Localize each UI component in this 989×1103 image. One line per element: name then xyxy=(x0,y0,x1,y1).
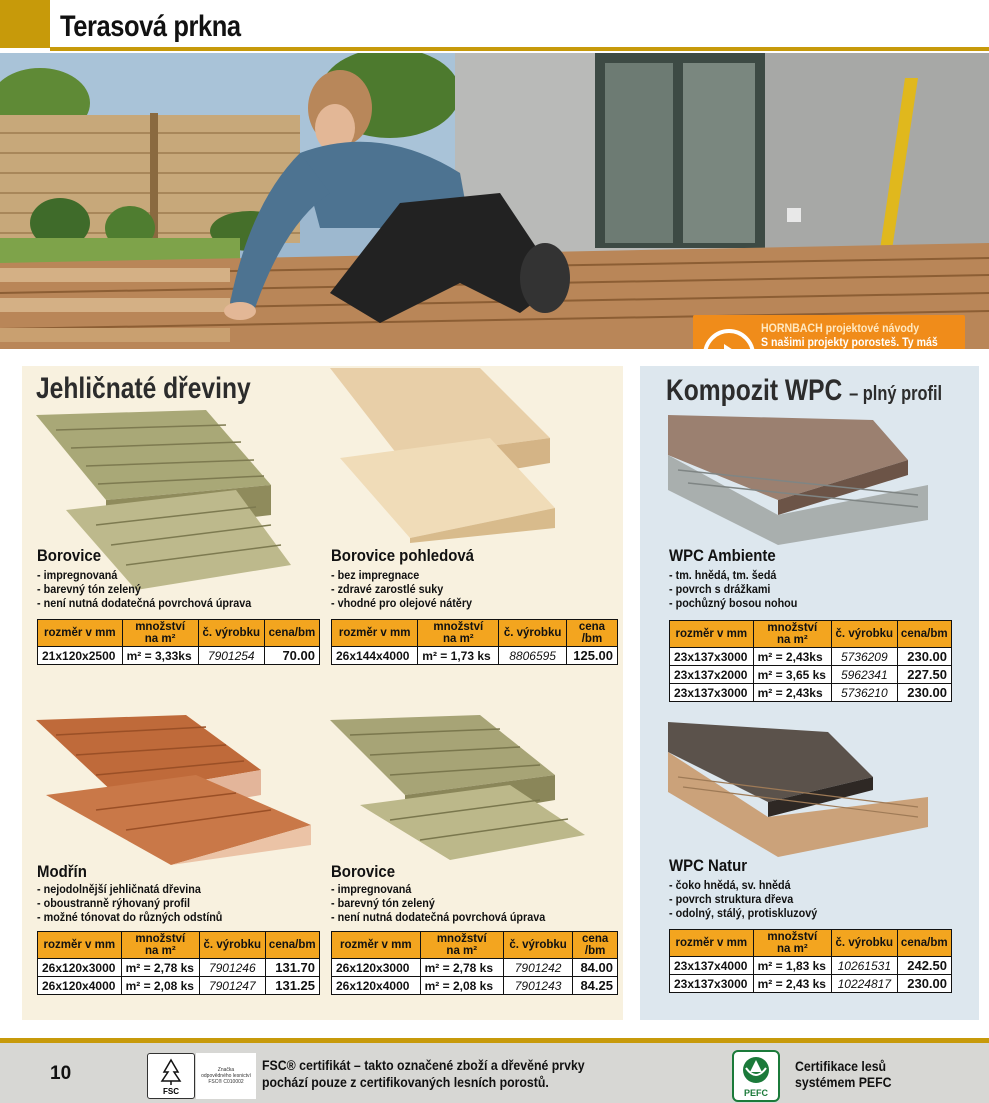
fsc-line-2: pochází pouze z certifikovaných lesních porostů. xyxy=(262,1074,549,1090)
fsc-logo xyxy=(147,1053,195,1099)
product-image-wpc-natur xyxy=(668,722,933,857)
cell-size: 26x120x4000 xyxy=(38,977,122,995)
price-table-wpc-natur xyxy=(669,929,952,993)
col-price: cena/bm xyxy=(897,930,951,957)
price-table-wpc-ambiente xyxy=(669,620,952,702)
cell-price: 70.00 xyxy=(264,647,319,665)
table-row xyxy=(332,959,618,977)
price-table-modrin xyxy=(37,931,320,995)
product-image-modrin xyxy=(36,715,316,865)
col-price: cena/bm xyxy=(264,620,319,647)
product-image-borovice-pohledova xyxy=(330,368,560,543)
product-name-wpc-natur: WPC Natur xyxy=(669,856,748,875)
cell-qty: m² = 2,43ks xyxy=(753,648,831,666)
col-code: č. výrobku xyxy=(832,930,897,957)
cell-qty: m² = 3,33ks xyxy=(122,647,198,665)
feature-item: - zdravé zarostlé suky xyxy=(331,582,444,596)
cell-code: 7901243 xyxy=(503,977,572,995)
fsc-small-line-3: FSC® C010002 xyxy=(208,1079,244,1085)
page-header xyxy=(0,0,989,52)
feature-item: - bez impregnace xyxy=(331,568,420,582)
header-underline xyxy=(50,47,989,51)
feature-item: - nejodolnější jehličnatá dřevina xyxy=(37,882,201,896)
header-accent-bar xyxy=(0,0,50,48)
feature-item: - povrch s drážkami xyxy=(669,582,771,596)
feature-item: - povrch struktura dřeva xyxy=(669,892,794,906)
product-features-borovice-2 xyxy=(331,882,545,924)
feature-item: - oboustranně rýhovaný profil xyxy=(37,896,191,910)
cell-code: 5962341 xyxy=(832,666,897,684)
cell-code: 5736209 xyxy=(832,648,897,666)
cell-size: 26x144x4000 xyxy=(332,647,418,665)
table-row xyxy=(332,647,618,665)
cell-size: 26x120x3000 xyxy=(38,959,122,977)
fsc-logo-label: FSC xyxy=(163,1087,179,1096)
col-size: rozměr v mm xyxy=(670,930,754,957)
price-table-borovice-2 xyxy=(331,931,618,995)
cell-qty: m² = 2,08 ks xyxy=(420,977,503,995)
promo-headline: HORNBACH projektové návody xyxy=(761,323,920,335)
col-code: č. výrobku xyxy=(832,621,897,648)
section-title-wpc-sub: – plný profil xyxy=(849,383,943,405)
table-header-row xyxy=(38,620,320,647)
col-code: č. výrobku xyxy=(503,932,572,959)
cell-price: 227.50 xyxy=(897,666,951,684)
product-features-wpc-natur xyxy=(669,878,817,920)
cell-price: 230.00 xyxy=(897,648,951,666)
cell-price: 131.25 xyxy=(265,977,319,995)
table-header-row xyxy=(332,932,618,959)
col-price: cena /bm xyxy=(566,620,617,647)
fsc-small-line-2: odpovědného lesnictví xyxy=(201,1073,251,1079)
col-qty: množství na m² xyxy=(753,621,831,648)
project-guides-promo[interactable] xyxy=(693,315,965,349)
pefc-line-2: systémem PEFC xyxy=(795,1074,892,1090)
feature-item: - čoko hnědá, sv. hnědá xyxy=(669,878,791,892)
fsc-tree-icon xyxy=(148,1054,194,1098)
table-header-row xyxy=(670,930,952,957)
cell-qty: m² = 2,08 ks xyxy=(121,977,199,995)
section-title-wpc-main: Kompozit WPC xyxy=(666,374,843,407)
cell-price: 230.00 xyxy=(897,975,951,993)
col-size: rozměr v mm xyxy=(332,932,421,959)
table-row xyxy=(38,977,320,995)
product-name-borovice: Borovice xyxy=(37,546,102,565)
table-header-row xyxy=(38,932,320,959)
cell-size: 26x120x4000 xyxy=(332,977,421,995)
cell-price: 84.00 xyxy=(573,959,618,977)
cell-qty: m² = 2,78 ks xyxy=(121,959,199,977)
col-qty: množství na m² xyxy=(420,932,503,959)
col-price: cena/bm xyxy=(265,932,319,959)
fsc-certificate-text xyxy=(262,1057,585,1091)
feature-item: - pochůzný bosou nohou xyxy=(669,596,798,610)
col-size: rozměr v mm xyxy=(332,620,418,647)
price-table-borovice-pohledova xyxy=(331,619,618,665)
cell-code: 7901247 xyxy=(200,977,265,995)
feature-item: - barevný tón zelený xyxy=(331,896,435,910)
table-row xyxy=(670,957,952,975)
table-row xyxy=(38,647,320,665)
cell-price: 242.50 xyxy=(897,957,951,975)
col-qty: množství na m² xyxy=(122,620,198,647)
cell-code: 5736210 xyxy=(832,684,897,702)
product-name-modrin: Modřín xyxy=(37,862,87,881)
cell-qty: m² = 2,43 ks xyxy=(753,975,831,993)
product-features-borovice-pohledova xyxy=(331,568,472,610)
col-qty: množství na m² xyxy=(753,930,831,957)
cell-qty: m² = 2,43ks xyxy=(753,684,831,702)
cell-price: 230.00 xyxy=(897,684,951,702)
cell-size: 23x137x3000 xyxy=(670,684,754,702)
pefc-logo-label: PEFC xyxy=(743,1088,769,1098)
product-name-borovice-pohledova: Borovice pohledová xyxy=(331,546,474,565)
col-code: č. výrobku xyxy=(499,620,567,647)
feature-item: - odolný, stálý, protiskluzový xyxy=(669,906,818,920)
page-number: 10 xyxy=(50,1063,72,1084)
play-icon[interactable] xyxy=(703,329,755,349)
cell-code: 7901254 xyxy=(198,647,264,665)
feature-item: - barevný tón zelený xyxy=(37,582,141,596)
pefc-logo xyxy=(732,1050,780,1102)
cell-size: 23x137x2000 xyxy=(670,666,754,684)
promo-text xyxy=(761,323,945,349)
product-features-borovice xyxy=(37,568,251,610)
cell-code: 10224817 xyxy=(832,975,897,993)
cell-size: 23x137x3000 xyxy=(670,648,754,666)
product-features-wpc-ambiente xyxy=(669,568,797,610)
fsc-license-box xyxy=(196,1053,256,1099)
col-qty: množství na m² xyxy=(121,932,199,959)
price-table-borovice xyxy=(37,619,320,665)
feature-item: - tm. hnědá, tm. šedá xyxy=(669,568,777,582)
table-header-row xyxy=(332,620,618,647)
feature-item: - impregnovaná xyxy=(37,568,118,582)
table-row xyxy=(670,648,952,666)
footer-accent-stripe xyxy=(0,1038,989,1043)
page-title: Terasová prkna xyxy=(60,10,241,43)
cell-size: 21x120x2500 xyxy=(38,647,123,665)
table-row xyxy=(670,975,952,993)
cell-qty: m² = 1,73 ks xyxy=(418,647,499,665)
feature-item: - impregnovaná xyxy=(331,882,412,896)
hero-photo xyxy=(0,53,989,349)
cell-size: 23x137x4000 xyxy=(670,957,754,975)
pefc-tree-icon xyxy=(734,1052,778,1100)
cell-qty: m² = 1,83 ks xyxy=(753,957,831,975)
cell-size: 26x120x3000 xyxy=(332,959,421,977)
feature-item: - možné tónovat do různých odstínů xyxy=(37,910,223,924)
product-name-borovice-2: Borovice xyxy=(331,862,396,881)
cell-price: 131.70 xyxy=(265,959,319,977)
cell-code: 8806595 xyxy=(499,647,567,665)
table-row xyxy=(332,977,618,995)
table-header-row xyxy=(670,621,952,648)
cell-code: 7901242 xyxy=(503,959,572,977)
fsc-line-1: FSC® certifikát – takto označené zboží a dřevěné prvky xyxy=(262,1057,585,1073)
col-size: rozměr v mm xyxy=(38,620,123,647)
col-qty: množství na m² xyxy=(418,620,499,647)
section-title-softwood: Jehličnaté dřeviny xyxy=(36,372,251,405)
cell-code: 7901246 xyxy=(200,959,265,977)
table-row xyxy=(670,684,952,702)
section-title-wpc xyxy=(666,374,942,408)
fsc-small-line-1: Značka xyxy=(217,1067,235,1073)
pefc-line-1: Certifikace lesů xyxy=(795,1058,887,1074)
col-size: rozměr v mm xyxy=(38,932,122,959)
product-image-borovice-green-2 xyxy=(330,715,590,865)
table-row xyxy=(670,666,952,684)
cell-size: 23x137x3000 xyxy=(670,975,754,993)
col-price: cena/bm xyxy=(897,621,951,648)
feature-item: - vhodné pro olejové nátěry xyxy=(331,596,473,610)
cell-code: 10261531 xyxy=(832,957,897,975)
product-image-wpc-ambiente xyxy=(668,415,933,545)
page-footer xyxy=(0,1038,989,1103)
cell-qty: m² = 3,65 ks xyxy=(753,666,831,684)
product-name-wpc-ambiente: WPC Ambiente xyxy=(669,546,776,565)
col-code: č. výrobku xyxy=(200,932,265,959)
cell-qty: m² = 2,78 ks xyxy=(420,959,503,977)
cell-price: 84.25 xyxy=(573,977,618,995)
promo-line-2: S našimi projekty porosteš. Ty máš xyxy=(761,336,938,349)
col-price: cena /bm xyxy=(573,932,618,959)
hero-illustration xyxy=(0,53,989,349)
product-features-modrin xyxy=(37,882,222,924)
col-code: č. výrobku xyxy=(198,620,264,647)
feature-item: - není nutná dodatečná povrchová úprava xyxy=(37,596,252,610)
col-size: rozměr v mm xyxy=(670,621,754,648)
feature-item: - není nutná dodatečná povrchová úprava xyxy=(331,910,546,924)
table-row xyxy=(38,959,320,977)
cell-price: 125.00 xyxy=(566,647,617,665)
pefc-text xyxy=(795,1058,892,1090)
